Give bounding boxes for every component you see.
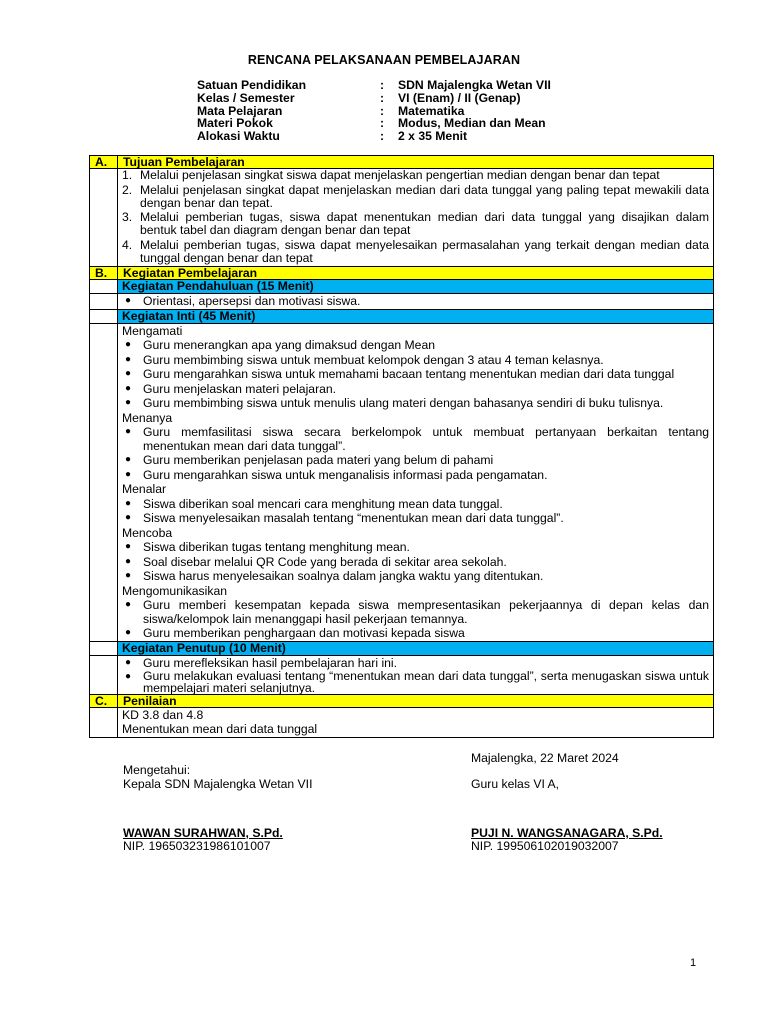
list-item: ● Guru memfasilitasi siswa secara berkelompok untuk membuat pertanyaan berkaitan tentang menentukan mean dari data tunggal”. bbox=[122, 425, 709, 453]
bullet-icon: ● bbox=[125, 656, 132, 668]
section-letter: A. bbox=[90, 156, 118, 169]
inti-header bbox=[90, 309, 714, 323]
teacher-label: Guru kelas VI A, bbox=[471, 777, 560, 791]
page-number: 1 bbox=[690, 957, 697, 969]
bullet-icon: ● bbox=[125, 570, 132, 581]
bullet-icon: ● bbox=[125, 468, 132, 480]
teacher-nip: NIP. 199506102019032007 bbox=[471, 839, 619, 853]
subsection-title: Kegiatan Inti (45 Menit) bbox=[118, 309, 714, 323]
assessment-line: KD 3.8 dan 4.8 bbox=[122, 708, 204, 722]
item-text: Melalui pemberian tugas, siswa dapat menentukan median dari data tunggal yang disajikan dalam bentuk tabel dan diagram dengan benar dan tepat bbox=[140, 210, 709, 237]
group-heading: Menalar bbox=[122, 482, 167, 496]
place-date: Majalengka, 22 Maret 2024 bbox=[471, 751, 619, 765]
list-item: ● Guru merefleksikan hasil pembelajaran hari ini. bbox=[122, 656, 709, 671]
list-item: ● Guru memberikan penjelasan pada materi yang belum di pahami bbox=[122, 453, 709, 468]
bullet-icon: ● bbox=[125, 497, 132, 509]
teacher-name: PUJI N. WANGSANAGARA, S.Pd. bbox=[471, 826, 663, 840]
identity-colon: : bbox=[380, 78, 385, 92]
identity-label: Satuan Pendidikan bbox=[197, 78, 307, 92]
list-item bbox=[122, 169, 709, 182]
principal-label: Kepala SDN Majalengka Wetan VII bbox=[123, 776, 313, 791]
bullet-icon: ● bbox=[125, 555, 132, 567]
group-heading: Mencoba bbox=[122, 525, 173, 540]
bullet-icon: ● bbox=[125, 426, 132, 437]
bullet-icon: ● bbox=[125, 541, 132, 552]
identity-block bbox=[197, 79, 551, 143]
list-item: ● Guru memberi kesempatan kepada siswa mempresentasikan pekerjaannya di depan kelas dan siswa/kelompok lain menanggapi hasil pekerjaan temannya. bbox=[122, 598, 709, 626]
list-item: ● Guru mengarahkan siswa untuk memahami bacaan tentang menentukan median dari data tunggal bbox=[122, 367, 709, 382]
identity-label: Alokasi Waktu bbox=[197, 129, 280, 144]
item-text: Melalui penjelasan singkat dapat menjelaskan median dari data tunggal yang paling tepat mewakili data dengan benar dan tepat. bbox=[140, 182, 709, 210]
item-number: 3. bbox=[122, 210, 133, 224]
bullet-icon: ● bbox=[125, 295, 132, 306]
group-heading: Menanya bbox=[122, 410, 173, 425]
list-item: ● Guru mengarahkan siswa untuk menganalisis informasi pada pengamatan. bbox=[122, 468, 709, 483]
list-item: ● Soal disebar melalui QR Code yang berada di sekitar area sekolah. bbox=[122, 555, 709, 570]
group-heading: Mengamati bbox=[122, 323, 183, 338]
section-letter: B. bbox=[90, 267, 118, 280]
identity-colon: : bbox=[380, 103, 385, 118]
signature-left-labels bbox=[123, 764, 312, 791]
identity-value: Modus, Median dan Mean bbox=[398, 116, 546, 131]
list-item: ● Guru membimbing siswa untuk menulis ulang materi dengan bahasanya sendiri di buku tulisnya. bbox=[122, 396, 709, 411]
acknowledged-label: Mengetahui: bbox=[123, 763, 191, 777]
section-c-body bbox=[90, 708, 714, 738]
identity-colon: : bbox=[380, 129, 385, 144]
item-number: 2. bbox=[122, 182, 133, 197]
list-item: ● Siswa harus menyelesaikan soalnya dalam jangka waktu yang ditentukan. bbox=[122, 569, 709, 584]
section-a-body bbox=[90, 169, 714, 267]
list-item: ● Guru melakukan evaluasi tentang “menentukan mean dari data tunggal”, serta menugaskan siswa untuk mempelajari materi selanjutnya. bbox=[122, 670, 709, 694]
identity-label: Mata Pelajaran bbox=[197, 103, 283, 118]
subsection-title: Kegiatan Penutup (10 Menit) bbox=[118, 641, 714, 655]
bullet-icon: ● bbox=[125, 512, 132, 523]
objectives-list bbox=[122, 169, 709, 265]
section-c-header bbox=[90, 695, 714, 708]
penutup-body bbox=[90, 655, 714, 695]
bullet-icon: ● bbox=[125, 382, 132, 394]
document-title: RENCANA PELAKSANAAN PEMBELAJARAN bbox=[247, 53, 521, 67]
item-number: 4. bbox=[122, 237, 133, 252]
bullet-icon: ● bbox=[125, 627, 132, 638]
section-letter: C. bbox=[90, 695, 118, 708]
list-item: ● Guru memberikan penghargaan dan motivasi kepada siswa bbox=[122, 626, 709, 641]
principal-name: WAWAN SURAHWAN, S.Pd. bbox=[123, 826, 283, 840]
list-item: ● Siswa diberikan tugas tentang menghitung mean. bbox=[122, 540, 709, 555]
item-text: Melalui pemberian tugas, siswa dapat menyelesaikan permasalahan yang terkait dengan median data tunggal dengan benar dan tepat bbox=[140, 237, 709, 265]
assessment-line: Menentukan mean dari data tunggal bbox=[122, 722, 318, 736]
bullet-icon: ● bbox=[125, 454, 132, 465]
identity-row-kelas bbox=[197, 92, 551, 105]
list-item: ● Guru menerangkan apa yang dimaksud dengan Mean bbox=[122, 338, 709, 353]
identity-label: Kelas / Semester bbox=[197, 90, 295, 105]
identity-value: VI (Enam) / II (Genap) bbox=[398, 90, 521, 105]
list-item: ● Orientasi, apersepsi dan motivasi siswa. bbox=[122, 294, 709, 309]
identity-colon: : bbox=[380, 90, 385, 105]
item-number: 1. bbox=[122, 168, 133, 182]
inti-body bbox=[90, 323, 714, 641]
list-item bbox=[122, 239, 709, 265]
penutup-header bbox=[90, 641, 714, 655]
subsection-title: Kegiatan Pendahuluan (15 Menit) bbox=[118, 280, 714, 294]
bullet-icon: ● bbox=[125, 368, 132, 379]
identity-label: Materi Pokok bbox=[197, 116, 273, 131]
list-item: ● Siswa menyelesaikan masalah tentang “menentukan mean dari data tunggal”. bbox=[122, 511, 709, 526]
bullet-icon: ● bbox=[125, 671, 132, 682]
section-title: Penilaian bbox=[118, 695, 714, 708]
section-a-header bbox=[90, 156, 714, 169]
identity-value: SDN Majalengka Wetan VII bbox=[398, 78, 551, 92]
item-text: Melalui penjelasan singkat siswa dapat menjelaskan pengertian median dengan benar dan tepat bbox=[140, 168, 660, 182]
section-title: Tujuan Pembelajaran bbox=[118, 156, 714, 169]
list-item bbox=[122, 211, 709, 237]
bullet-icon: ● bbox=[125, 353, 132, 365]
principal-nip: NIP. 196503231986101007 bbox=[123, 839, 271, 853]
list-item bbox=[122, 184, 709, 210]
rpp-table bbox=[89, 155, 714, 738]
group-heading: Mengomunikasikan bbox=[122, 583, 228, 598]
identity-colon: : bbox=[380, 116, 385, 131]
identity-row-alokasi bbox=[197, 130, 551, 143]
identity-value: 2 x 35 Menit bbox=[398, 129, 468, 144]
section-b-header bbox=[90, 267, 714, 280]
identity-value: Matematika bbox=[398, 103, 465, 118]
list-item: ● Guru membimbing siswa untuk membuat kelompok dengan 3 atau 4 teman kelasnya. bbox=[122, 353, 709, 368]
section-title: Kegiatan Pembelajaran bbox=[118, 267, 714, 280]
identity-row-satuan bbox=[197, 79, 551, 92]
pendahuluan-header bbox=[90, 280, 714, 294]
bullet-icon: ● bbox=[125, 599, 132, 610]
bullet-icon: ● bbox=[125, 397, 132, 408]
list-item: ● Siswa diberikan soal mencari cara menghitung mean data tunggal. bbox=[122, 497, 709, 512]
list-item: ● Guru menjelaskan materi pelajaran. bbox=[122, 382, 709, 397]
pendahuluan-body bbox=[90, 294, 714, 310]
bullet-icon: ● bbox=[125, 339, 132, 350]
